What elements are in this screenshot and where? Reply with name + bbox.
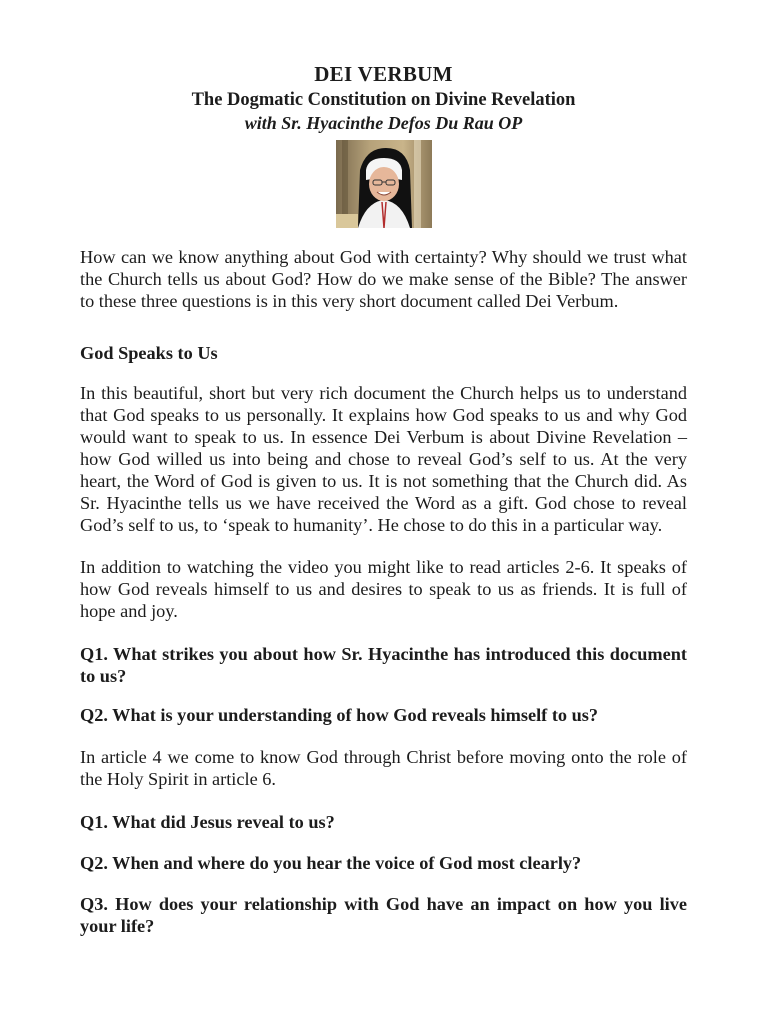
body-paragraph: In this beautiful, short but very rich document the Church helps us to understand that God speaks to us personally. It explains how God speaks to us and why God would want to speak to us. In essence Dei Verbum is about Divine Revelation – how God willed us into being and chose to reveal God’s self to us. At the very heart, the Word of God is given to us. It is not something that the Church did. As Sr. Hyacinthe tells us we have received the Word as a gift. God chose to reveal God’s self to us, to ‘speak to humanity’. He chose to do this in a particular way. [80, 383, 687, 535]
document-subtitle: The Dogmatic Constitution on Divine Revelation [191, 90, 576, 110]
document-header [80, 60, 687, 228]
document-title: DEI VERBUM [314, 62, 453, 86]
body-paragraph: In addition to watching the video you might like to read articles 2-6. It speaks of how God reveals himself to us and desires to speak to us as friends. It is full of hope and joy. [80, 557, 687, 621]
presenter-line: with Sr. Hyacinthe Defos Du Rau OP [244, 113, 523, 133]
document-page [80, 60, 687, 937]
reflection-question: Q2. What is your understanding of how God reveals himself to us? [80, 705, 599, 725]
reflection-question: Q1. What strikes you about how Sr. Hyacinthe has introduced this document to us? [80, 644, 687, 686]
reflection-question: Q3. How does your relationship with God have an impact on how you live your life? [80, 894, 687, 936]
reflection-question: Q2. When and where do you hear the voice of God most clearly? [80, 853, 582, 873]
reflection-question: Q1. What did Jesus reveal to us? [80, 812, 335, 832]
intro-paragraph: How can we know anything about God with certainty? Why should we trust what the Church tells us about God? How do we make sense of the Bible? The answer to these three questions is in this very short document called Dei Verbum. [80, 247, 687, 311]
section-heading: God Speaks to Us [80, 343, 218, 363]
body-paragraph: In article 4 we come to know God through Christ before moving onto the role of the Holy Spirit in article 6. [80, 747, 687, 789]
portrait-photo-icon [336, 140, 432, 228]
